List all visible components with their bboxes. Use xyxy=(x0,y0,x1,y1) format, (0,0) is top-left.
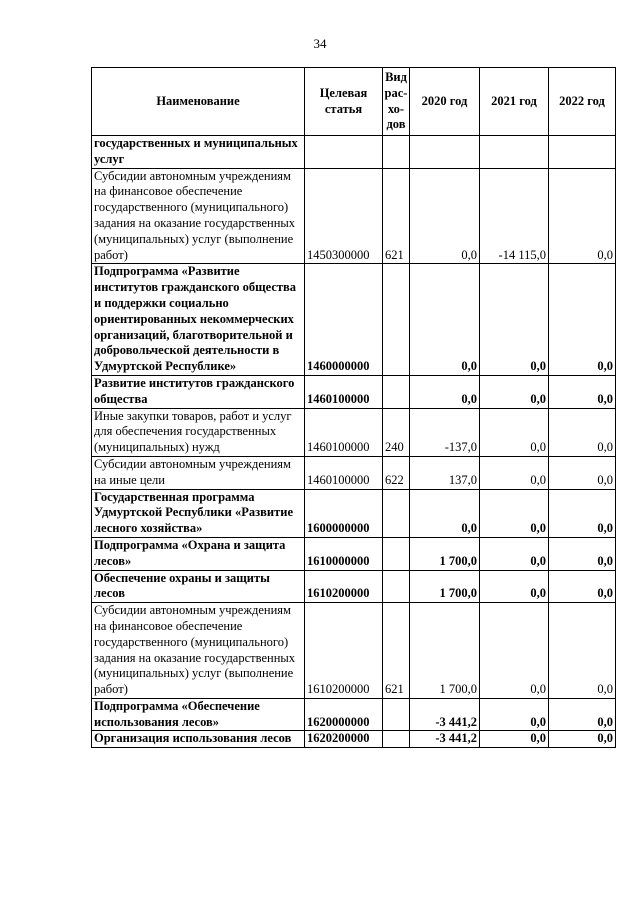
row-code: 1610000000 xyxy=(305,537,383,570)
row-2020 xyxy=(410,136,480,169)
row-2020: 1 700,0 xyxy=(410,603,480,699)
row-2021: 0,0 xyxy=(480,456,549,489)
row-kind: 622 xyxy=(383,456,410,489)
header-kind: Вид рас- хо- дов xyxy=(383,68,410,136)
row-2022: 0,0 xyxy=(549,731,616,748)
row-2022: 0,0 xyxy=(549,408,616,456)
row-2020: -3 441,2 xyxy=(410,698,480,731)
row-code: 1620200000 xyxy=(305,731,383,748)
table-row xyxy=(92,698,616,731)
row-kind xyxy=(383,136,410,169)
row-2022: 0,0 xyxy=(549,168,616,264)
row-2021: 0,0 xyxy=(480,537,549,570)
row-kind xyxy=(383,731,410,748)
row-code: 1460000000 xyxy=(305,264,383,376)
row-kind xyxy=(383,698,410,731)
header-2021: 2021 год xyxy=(480,68,549,136)
row-name: Подпрограмма «Развитие институтов гражданского общества и поддержки социально ориентированных некоммерческих организаций, благотворительной и добровольческой деятельности в Удмуртской Республике» xyxy=(92,264,305,376)
row-2022: 0,0 xyxy=(549,264,616,376)
table-row xyxy=(92,456,616,489)
table-row xyxy=(92,375,616,408)
row-2022: 0,0 xyxy=(549,489,616,537)
table-row xyxy=(92,408,616,456)
row-2020: 1 700,0 xyxy=(410,570,480,603)
row-code: 1620000000 xyxy=(305,698,383,731)
row-2022: 0,0 xyxy=(549,375,616,408)
table-row xyxy=(92,603,616,699)
row-name: Иные закупки товаров, работ и услуг для обеспечения государственных (муниципальных) нужд xyxy=(92,408,305,456)
row-code: 1610200000 xyxy=(305,603,383,699)
header-article: Целевая статья xyxy=(305,68,383,136)
row-2020: -3 441,2 xyxy=(410,731,480,748)
row-name: Подпрограмма «Охрана и защита лесов» xyxy=(92,537,305,570)
table-row xyxy=(92,136,616,169)
row-2020: -137,0 xyxy=(410,408,480,456)
row-2022: 0,0 xyxy=(549,698,616,731)
row-2022: 0,0 xyxy=(549,603,616,699)
row-2020: 0,0 xyxy=(410,264,480,376)
row-2022: 0,0 xyxy=(549,456,616,489)
row-kind xyxy=(383,570,410,603)
table-row xyxy=(92,168,616,264)
row-2021: 0,0 xyxy=(480,731,549,748)
row-2021: 0,0 xyxy=(480,698,549,731)
row-code: 1450300000 xyxy=(305,168,383,264)
row-2022: 0,0 xyxy=(549,537,616,570)
row-name: Обеспечение охраны и защиты лесов xyxy=(92,570,305,603)
row-2021: 0,0 xyxy=(480,603,549,699)
row-name: Развитие институтов гражданского общества xyxy=(92,375,305,408)
header-2020: 2020 год xyxy=(410,68,480,136)
row-2021 xyxy=(480,136,549,169)
table-row xyxy=(92,731,616,748)
row-2020: 1 700,0 xyxy=(410,537,480,570)
row-name: Подпрограмма «Обеспечение использования лесов» xyxy=(92,698,305,731)
row-kind xyxy=(383,537,410,570)
budget-table xyxy=(91,67,616,748)
row-2020: 0,0 xyxy=(410,489,480,537)
row-kind: 621 xyxy=(383,168,410,264)
header-name: Наименование xyxy=(92,68,305,136)
row-2022 xyxy=(549,136,616,169)
table-row xyxy=(92,537,616,570)
row-2020: 0,0 xyxy=(410,375,480,408)
page-number: 34 xyxy=(313,36,327,51)
row-name: Субсидии автономным учреждениям на финансовое обеспечение государственного (муниципального) задания на оказание государственных (муниципальных) услуг (выполнение работ) xyxy=(92,168,305,264)
row-kind xyxy=(383,264,410,376)
row-name: Субсидии автономным учреждениям на финансовое обеспечение государственного (муниципального) задания на оказание государственных (муниципальных) услуг (выполнение работ) xyxy=(92,603,305,699)
table-row xyxy=(92,570,616,603)
table-row xyxy=(92,489,616,537)
row-code xyxy=(305,136,383,169)
table-row xyxy=(92,264,616,376)
row-code: 1600000000 xyxy=(305,489,383,537)
row-2021: 0,0 xyxy=(480,408,549,456)
row-2022: 0,0 xyxy=(549,570,616,603)
row-2020: 0,0 xyxy=(410,168,480,264)
row-2021: -14 115,0 xyxy=(480,168,549,264)
row-name: государственных и муниципальных услуг xyxy=(92,136,305,169)
row-2021: 0,0 xyxy=(480,570,549,603)
row-code: 1460100000 xyxy=(305,456,383,489)
row-2021: 0,0 xyxy=(480,264,549,376)
row-code: 1460100000 xyxy=(305,375,383,408)
row-code: 1610200000 xyxy=(305,570,383,603)
row-name: Субсидии автономным учреждениям на иные цели xyxy=(92,456,305,489)
row-2021: 0,0 xyxy=(480,489,549,537)
row-kind: 240 xyxy=(383,408,410,456)
header-2022: 2022 год xyxy=(549,68,616,136)
table-header-row xyxy=(92,68,616,136)
row-kind: 621 xyxy=(383,603,410,699)
row-2021: 0,0 xyxy=(480,375,549,408)
row-code: 1460100000 xyxy=(305,408,383,456)
row-name: Организация использования лесов xyxy=(92,731,305,748)
row-2020: 137,0 xyxy=(410,456,480,489)
row-name: Государственная программа Удмуртской Республики «Развитие лесного хозяйства» xyxy=(92,489,305,537)
row-kind xyxy=(383,375,410,408)
row-kind xyxy=(383,489,410,537)
